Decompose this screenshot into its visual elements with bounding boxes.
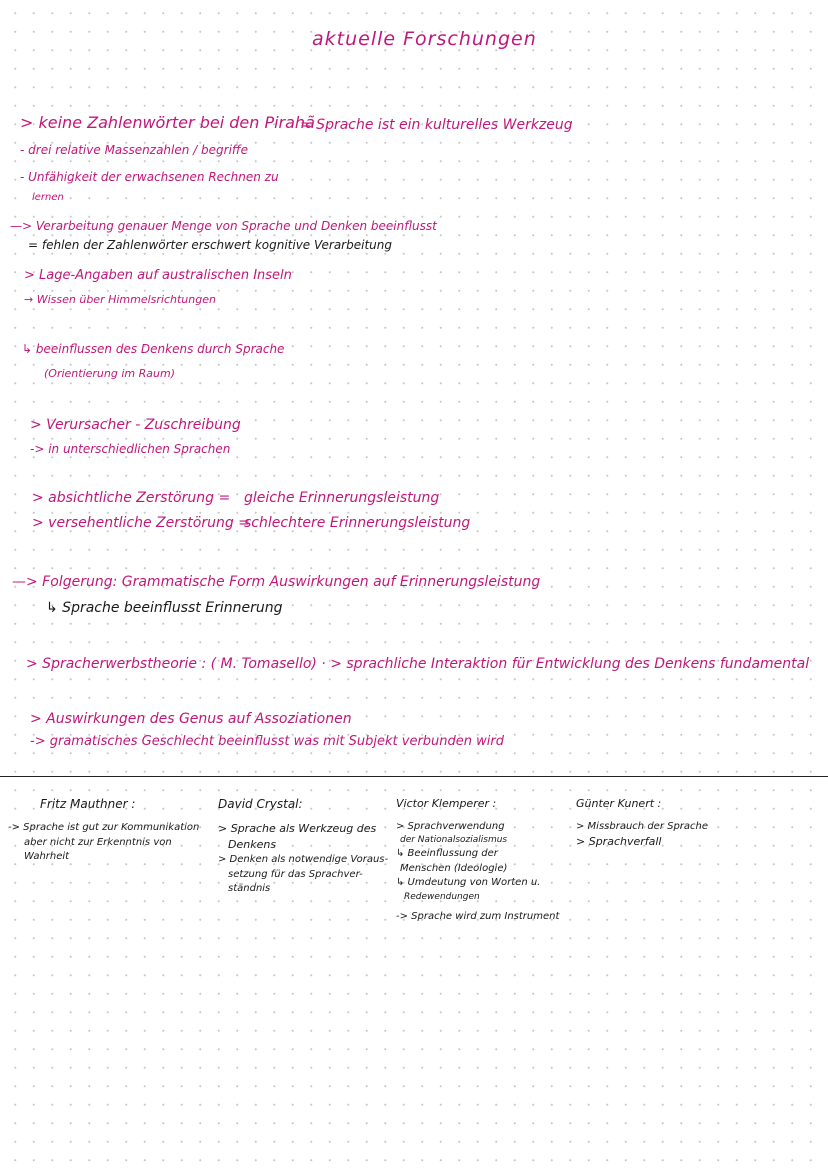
zerstoerung-line-2a: > versehentliche Zerstörung = xyxy=(32,515,250,531)
column-line: setzung für das Sprachver- xyxy=(228,868,363,880)
zerstoerung-line-1b: gleiche Erinnerungsleistung xyxy=(244,490,440,506)
column-name: David Crystal: xyxy=(218,797,303,811)
column-mauthner xyxy=(8,796,198,865)
beeinflussen-line-2: (Orientierung im Raum) xyxy=(44,367,175,380)
folgerung-line-2: ↳ Sprache beeinflusst Erinnerung xyxy=(46,600,283,616)
verursacher-line-1: > Verursacher - Zuschreibung xyxy=(30,417,241,433)
lage-line-2: → Wissen über Himmelsrichtungen xyxy=(24,293,216,306)
spracherwerb-line: > Spracherwerbstheorie : ( M. Tomasello) · > sprachliche Interaktion für Entwicklung des Denkens fundamental xyxy=(26,656,810,672)
column-line: Wahrheit xyxy=(24,851,70,863)
column-line: Denkens xyxy=(228,838,277,852)
column-line: > Sprachverfall xyxy=(576,835,662,849)
column-line: > Sprache als Werkzeug des xyxy=(218,822,377,836)
genus-line-2: -> gramatisches Geschlecht beeinflusst was mit Subjekt verbunden wird xyxy=(30,734,504,749)
column-line: > Missbrauch der Sprache xyxy=(576,820,709,832)
column-name: Günter Kunert : xyxy=(576,797,662,810)
column-line: ständnis xyxy=(228,883,271,895)
verarbeitung-line-2: = fehlen der Zahlenwörter erschwert kognitive Verarbeitung xyxy=(28,238,392,252)
column-line: der Nationalsozialismus xyxy=(400,835,508,846)
column-line: ↳ Umdeutung von Worten u. xyxy=(396,877,541,889)
piraha-heading: > keine Zahlenwörter bei den Pirahã xyxy=(20,113,315,132)
column-name: Victor Klemperer : xyxy=(396,797,497,810)
column-name: Fritz Mauthner : xyxy=(40,797,136,811)
piraha-line-3b: lernen xyxy=(32,192,64,203)
column-kunert xyxy=(576,796,766,850)
piraha-line-3: - Unfähigkeit der erwachsenen Rechnen zu xyxy=(20,170,279,184)
piraha-line-2: - drei relative Massenzahlen / begriffe xyxy=(20,143,248,157)
page-title: aktuelle Forschungen xyxy=(312,28,537,50)
column-line: ↳ Beeinflussung der xyxy=(396,848,498,860)
column-line: -> Sprache wird zum Instrument xyxy=(396,911,560,923)
column-line: Menschen (Ideologie) xyxy=(400,862,508,874)
column-line: -> Sprache ist gut zur Kommunikation xyxy=(8,822,200,834)
column-line: > Sprachverwendung xyxy=(396,820,505,832)
column-crystal xyxy=(218,796,408,897)
piraha-conclusion: = Sprache ist ein kulturelles Werkzeug xyxy=(300,117,573,133)
beeinflussen-line-1: ↳ beeinflussen des Denkens durch Sprache xyxy=(22,342,285,356)
column-line: Redewendungen xyxy=(404,891,480,902)
zerstoerung-line-1a: > absichtliche Zerstörung = xyxy=(32,490,231,506)
section-divider xyxy=(0,776,828,777)
verursacher-line-2: -> in unterschiedlichen Sprachen xyxy=(30,442,231,456)
folgerung-line-1: —> Folgerung: Grammatische Form Auswirkungen auf Erinnerungsleistung xyxy=(12,574,541,590)
verarbeitung-line-1: —> Verarbeitung genauer Menge von Sprache und Denken beeinflusst xyxy=(10,219,437,233)
lage-line-1: > Lage-Angaben auf australischen Inseln xyxy=(24,268,292,283)
column-klemperer xyxy=(396,796,586,925)
column-line: > Denken als notwendige Voraus- xyxy=(218,854,389,866)
zerstoerung-line-2b: schlechtere Erinnerungsleistung xyxy=(244,515,471,531)
genus-line-1: > Auswirkungen des Genus auf Assoziationen xyxy=(30,711,352,727)
column-line: aber nicht zur Erkenntnis von xyxy=(24,836,172,848)
